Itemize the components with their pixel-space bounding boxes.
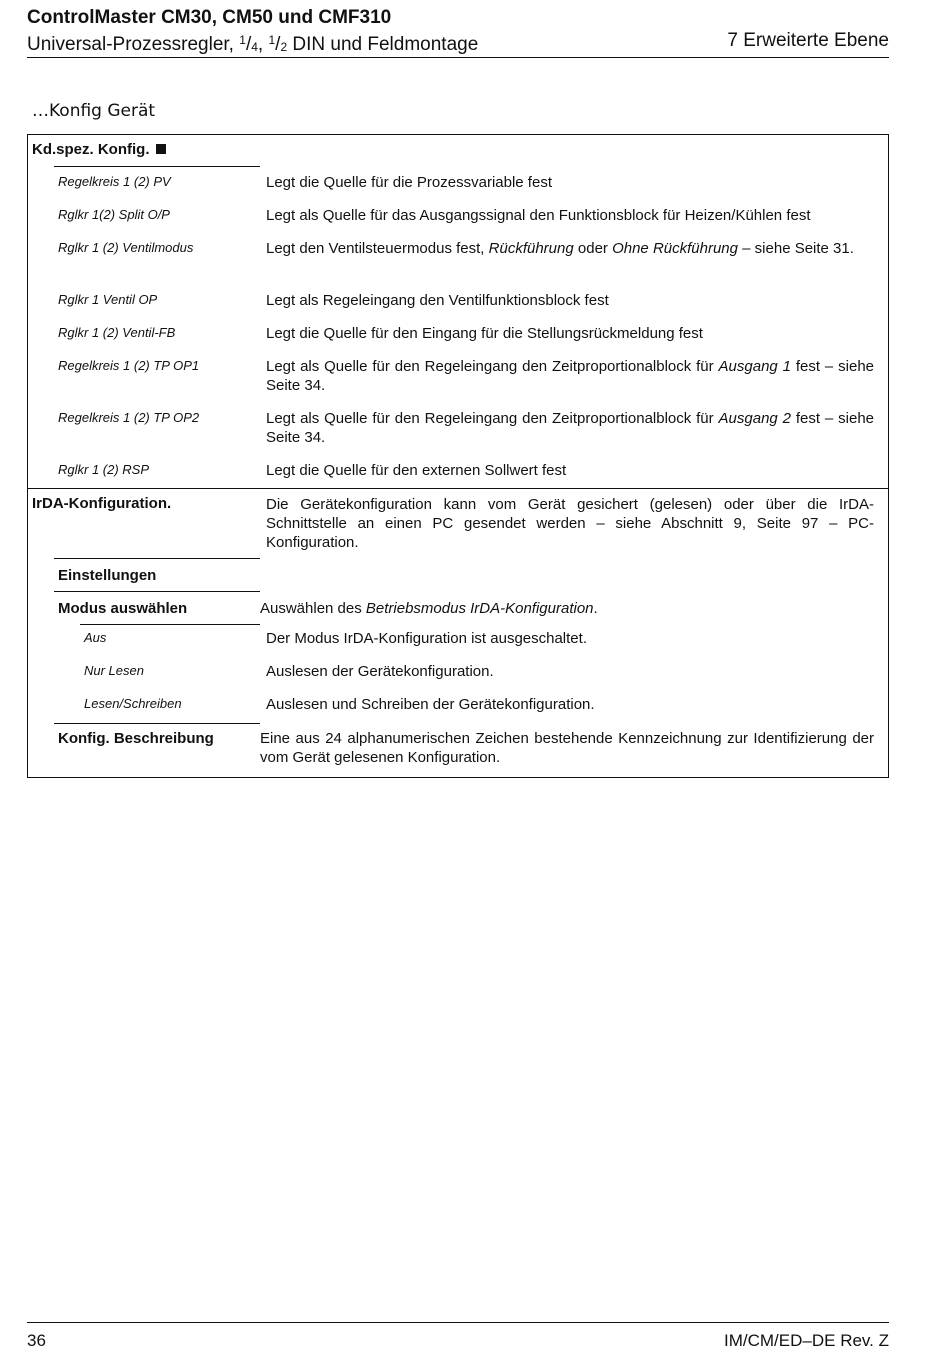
param-description: Legt als Quelle für den Regeleingang den Zeitproportionalblock für Ausgang 2 fest – siehe Seite 34. bbox=[266, 410, 875, 446]
page-header bbox=[27, 6, 889, 59]
fraction-numerator: 1 bbox=[239, 33, 246, 47]
param-row bbox=[28, 318, 888, 351]
param-name: Regelkreis 1 (2) TP OP1 bbox=[58, 358, 200, 373]
option-row bbox=[28, 624, 888, 657]
fraction-separator: , bbox=[257, 34, 269, 55]
subtitle-suffix: DIN und Feldmontage bbox=[287, 34, 479, 55]
option-name: Aus bbox=[28, 624, 266, 657]
mode-row bbox=[28, 591, 888, 624]
param-name: Rglkr 1 Ventil OP bbox=[58, 292, 158, 307]
param-description: Legt die Quelle für die Prozessvariable fest bbox=[266, 174, 552, 191]
group-title-row bbox=[28, 135, 888, 167]
settings-label: Einstellungen bbox=[54, 558, 260, 591]
subtitle-prefix: Universal-Prozessregler, bbox=[27, 34, 240, 55]
param-description: Legt die Quelle für den Eingang für die Stellungsrückmeldung fest bbox=[266, 325, 703, 342]
option-row bbox=[28, 690, 888, 723]
param-description: Legt als Regeleingang den Ventilfunktionsblock fest bbox=[266, 292, 609, 309]
document-title: ControlMaster CM30, CM50 und CMF310 bbox=[27, 7, 392, 28]
document-subtitle: Universal-Prozessregler, $^1$/4, $^1$/2 DIN und Feldmontage bbox=[27, 33, 479, 55]
param-row bbox=[28, 167, 888, 200]
param-row bbox=[28, 285, 888, 318]
page-number: 36 bbox=[27, 1331, 46, 1350]
description-label: Konfig. Beschreibung bbox=[54, 723, 260, 777]
param-row bbox=[28, 351, 888, 403]
description-text: Eine aus 24 alphanumerischen Zeichen bestehende Kennzeichnung zur Identifizierung der vom Gerät gelesenen Konfiguration. bbox=[260, 730, 874, 766]
param-description: Legt als Quelle für das Ausgangssignal den Funktionsblock für Heizen/Kühlen fest bbox=[266, 207, 811, 224]
square-icon bbox=[156, 144, 166, 154]
header-rule bbox=[27, 57, 889, 58]
section-heading: …Konfig Gerät bbox=[32, 101, 156, 121]
param-name: Regelkreis 1 (2) TP OP2 bbox=[58, 410, 200, 425]
param-row bbox=[28, 403, 888, 455]
option-description: Der Modus IrDA-Konfiguration ist ausgeschaltet. bbox=[266, 630, 587, 647]
subtitle-row bbox=[27, 29, 889, 59]
page-footer bbox=[27, 1331, 889, 1351]
settings-row bbox=[28, 558, 888, 591]
option-row bbox=[28, 657, 888, 690]
param-name: Rglkr 1 (2) Ventil-FB bbox=[58, 325, 176, 340]
document-reference: IM/CM/ED–DE Rev. Z bbox=[724, 1331, 889, 1350]
param-description: Legt den Ventilsteuermodus fest, Rückführung oder Ohne Rückführung – siehe Seite 31. bbox=[266, 240, 854, 257]
fraction-numerator: 1 bbox=[268, 33, 276, 47]
mode-description: Auswählen des Betriebsmodus IrDA-Konfiguration. bbox=[260, 600, 598, 617]
param-row bbox=[28, 200, 888, 233]
fraction-denominator: 4 bbox=[251, 40, 258, 54]
param-description: Legt die Quelle für den externen Sollwert fest bbox=[266, 462, 567, 479]
group-title-text: Kd.spez. Konfig. bbox=[32, 141, 150, 158]
param-description: Legt als Quelle für den Regeleingang den Zeitproportionalblock für Ausgang 1 fest – siehe Seite 34. bbox=[266, 358, 875, 394]
param-name: Rglkr 1 (2) Ventilmodus bbox=[58, 240, 194, 255]
group-title: IrDA-Konfiguration. bbox=[32, 495, 172, 512]
group-description: Die Gerätekonfiguration kann vom Gerät gesichert (gelesen) oder über die IrDA-Schnittstelle an einen PC gesendet werden – siehe Abschnitt 9, Seite 97 – PC-Konfiguration. bbox=[266, 496, 874, 551]
chapter-title: 7 Erweiterte Ebene bbox=[727, 30, 889, 51]
option-description: Auslesen und Schreiben der Gerätekonfiguration. bbox=[266, 696, 595, 713]
param-row bbox=[28, 233, 888, 285]
option-name: Nur Lesen bbox=[84, 663, 144, 678]
fraction-denominator: 2 bbox=[280, 40, 288, 54]
param-name: Regelkreis 1 (2) PV bbox=[58, 174, 171, 189]
group-irda-konfiguration bbox=[28, 488, 888, 777]
option-description: Auslesen der Gerätekonfiguration. bbox=[266, 663, 494, 680]
parameter-table bbox=[27, 134, 889, 778]
param-row bbox=[28, 455, 888, 488]
mode-label: Modus auswählen bbox=[54, 591, 260, 624]
group-title-row bbox=[28, 489, 888, 558]
param-name: Rglkr 1(2) Split O/P bbox=[58, 207, 170, 222]
group-kd-spez-konfig bbox=[28, 135, 888, 488]
description-row bbox=[28, 723, 888, 777]
footer-rule bbox=[27, 1322, 889, 1323]
group-title bbox=[28, 135, 266, 167]
param-name: Rglkr 1 (2) RSP bbox=[58, 462, 150, 477]
option-name: Lesen/Schreiben bbox=[84, 696, 182, 711]
